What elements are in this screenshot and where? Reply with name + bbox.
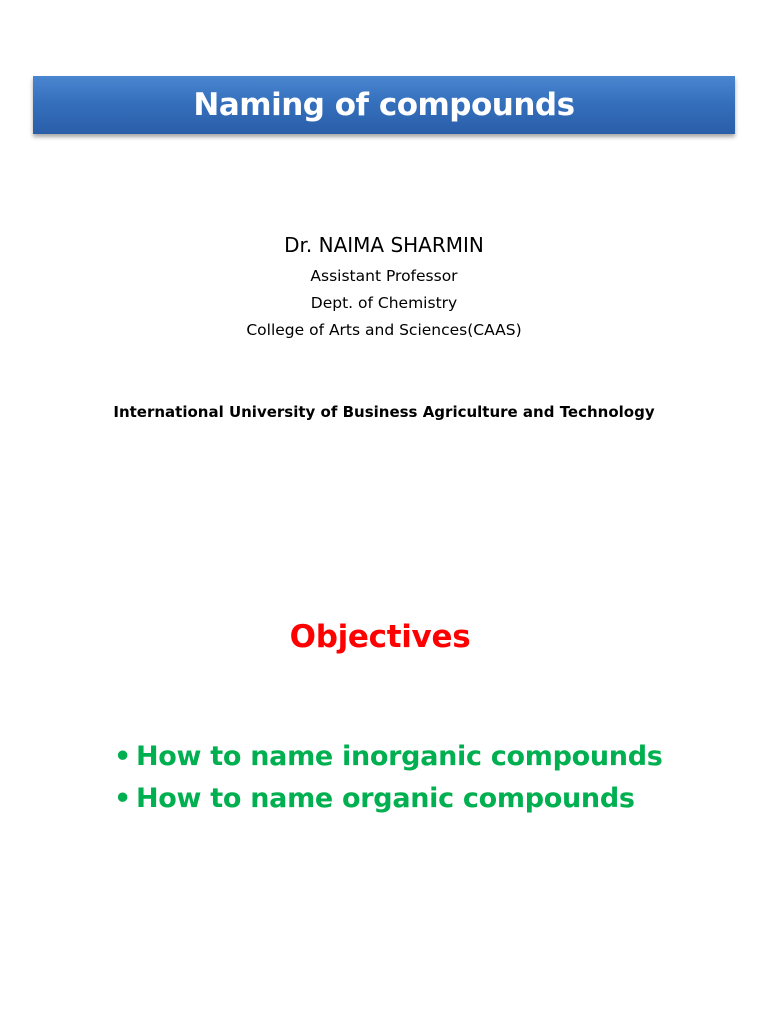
author-block xyxy=(0,233,768,344)
objectives-heading: Objectives xyxy=(289,619,471,655)
author-name: Dr. NAIMA SHARMIN xyxy=(284,233,484,257)
author-position: Assistant Professor xyxy=(310,267,458,285)
author-college: College of Arts and Sciences(CAAS) xyxy=(246,321,522,339)
objective-text: How to name inorganic compounds xyxy=(136,741,663,772)
bullet-icon: • xyxy=(114,741,131,772)
objective-item xyxy=(114,736,663,778)
objective-text: How to name organic compounds xyxy=(136,783,635,814)
title-bar xyxy=(33,76,735,134)
university-name: International University of Business Agriculture and Technology xyxy=(113,403,655,421)
objectives-list xyxy=(114,736,663,820)
bullet-icon: • xyxy=(114,783,131,814)
author-department: Dept. of Chemistry xyxy=(310,294,458,312)
slide-title: Naming of compounds xyxy=(193,86,575,123)
objective-item xyxy=(114,778,663,820)
